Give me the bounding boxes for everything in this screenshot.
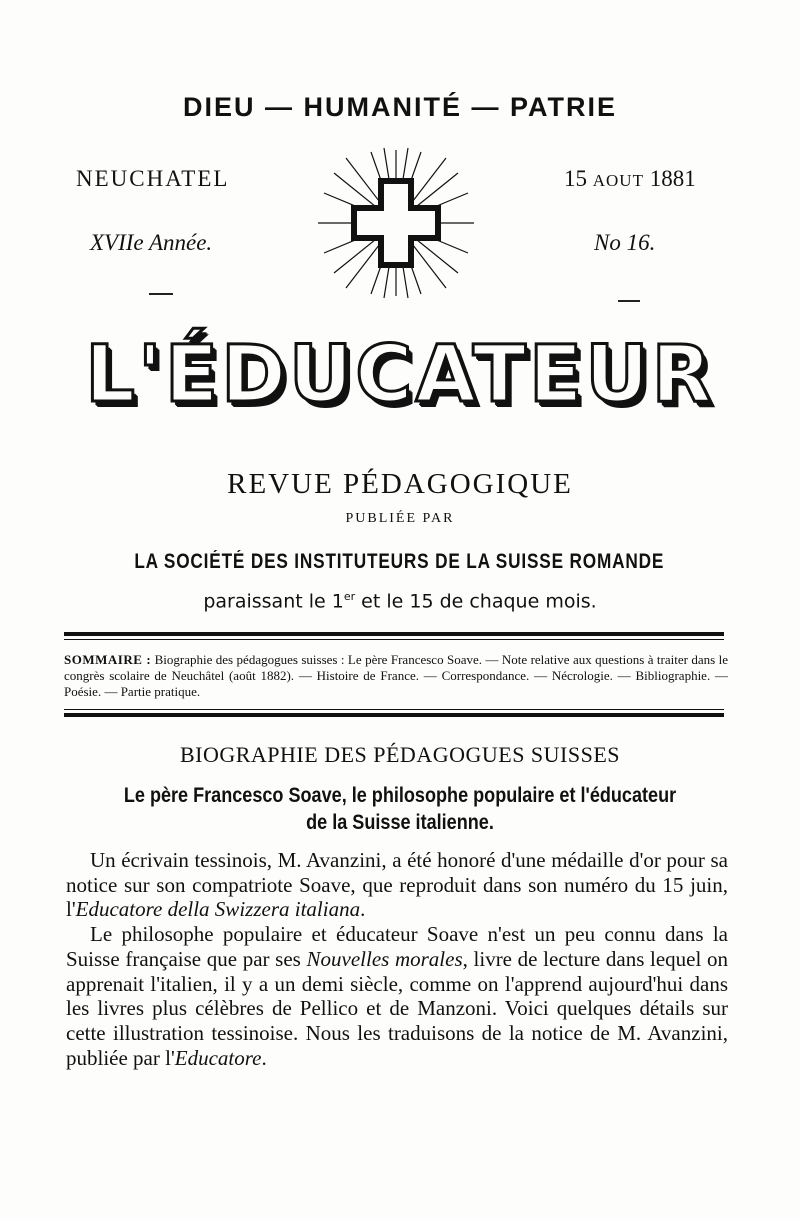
p2-text: Le philosophe populaire et éducateur Soave n'est un peu connu dans la Suisse française que par ses bbox=[66, 922, 728, 971]
year-label: XVIIe Année. bbox=[90, 230, 213, 255]
p1-journal: Educatore della Swizzera italiana bbox=[75, 897, 361, 922]
paragraph bbox=[66, 848, 728, 922]
summary bbox=[64, 652, 728, 700]
article-title bbox=[56, 782, 744, 836]
summary-text: Biographie des pédagogues suisses : Le père Francesco Soave. — Note relative aux questions à traiter dans le congrès scolaire de Neuchâtel (août 1882). — Histoire de France. — Correspondance. — Nécrologie. — Bibliographie. — Poésie. — Partie pratique. bbox=[64, 652, 729, 699]
date-month: AOUT bbox=[592, 171, 644, 190]
rule-bottom-thick bbox=[64, 713, 724, 717]
society-name: LA SOCIÉTÉ DES INSTITUTEURS DE LA SUISSE ROMANDE bbox=[134, 550, 665, 573]
summary-label: SOMMAIRE : bbox=[64, 652, 152, 667]
p2-text-mid: , livre de lecture dans lequel on apprenait l'italien, il y a un demi siècle, comme on l'apprend aujourd'hui dans les livres plus célèbres de Pellico et de Manzoni. Voici quelques détails sur cette illustration tessinoise. Nous les traduisons de la notice de M. Avanzini, publiée par l' bbox=[66, 946, 728, 1070]
article-title-line-1: Le père Francesco Soave, le philosophe populaire et l'éducateur bbox=[123, 784, 677, 807]
city: NEUCHATEL bbox=[76, 166, 230, 191]
p2-end: . bbox=[261, 1045, 267, 1070]
article-body bbox=[66, 848, 728, 1070]
p1-end: . bbox=[360, 897, 366, 922]
section-title: BIOGRAPHIE DES PÉDAGOGUES SUISSES bbox=[179, 742, 621, 767]
publication-frequency bbox=[0, 590, 800, 612]
masthead-subtitle: REVUE PÉDAGOGIQUE bbox=[227, 468, 573, 500]
divider-left bbox=[149, 293, 173, 295]
rule-top-thick bbox=[64, 632, 724, 636]
date-day: 15 bbox=[564, 166, 587, 191]
article-title-line-2: de la Suisse italienne. bbox=[306, 811, 494, 834]
rule-top-thin bbox=[64, 639, 724, 640]
p1-text: Un écrivain tessinois, M. Avanzini, a été honoré d'une médaille d'or pour sa notice sur son compatriote Soave, que reproduit dans son numéro du 15 juin, l' bbox=[66, 848, 728, 922]
swiss-cross-emblem-icon bbox=[316, 148, 476, 298]
issue-date bbox=[564, 166, 696, 192]
divider-right bbox=[618, 300, 640, 302]
frequency-text: paraissant le 1 bbox=[203, 590, 344, 613]
date-year: 1881 bbox=[649, 166, 696, 191]
frequency-sup: er bbox=[343, 590, 356, 603]
rule-bottom-thin bbox=[64, 709, 724, 710]
published-by: PUBLIÉE PAR bbox=[345, 511, 455, 526]
p2-journal: Educatore bbox=[174, 1045, 262, 1070]
masthead-title: L'ÉDUCATEUR bbox=[85, 330, 715, 420]
motto: DIEU — HUMANITÉ — PATRIE bbox=[182, 92, 617, 122]
issue-number: No 16. bbox=[594, 230, 656, 255]
frequency-text-end: et le 15 de chaque mois. bbox=[355, 590, 597, 613]
p2-book: Nouvelles morales bbox=[306, 946, 463, 971]
paragraph bbox=[66, 922, 728, 1070]
